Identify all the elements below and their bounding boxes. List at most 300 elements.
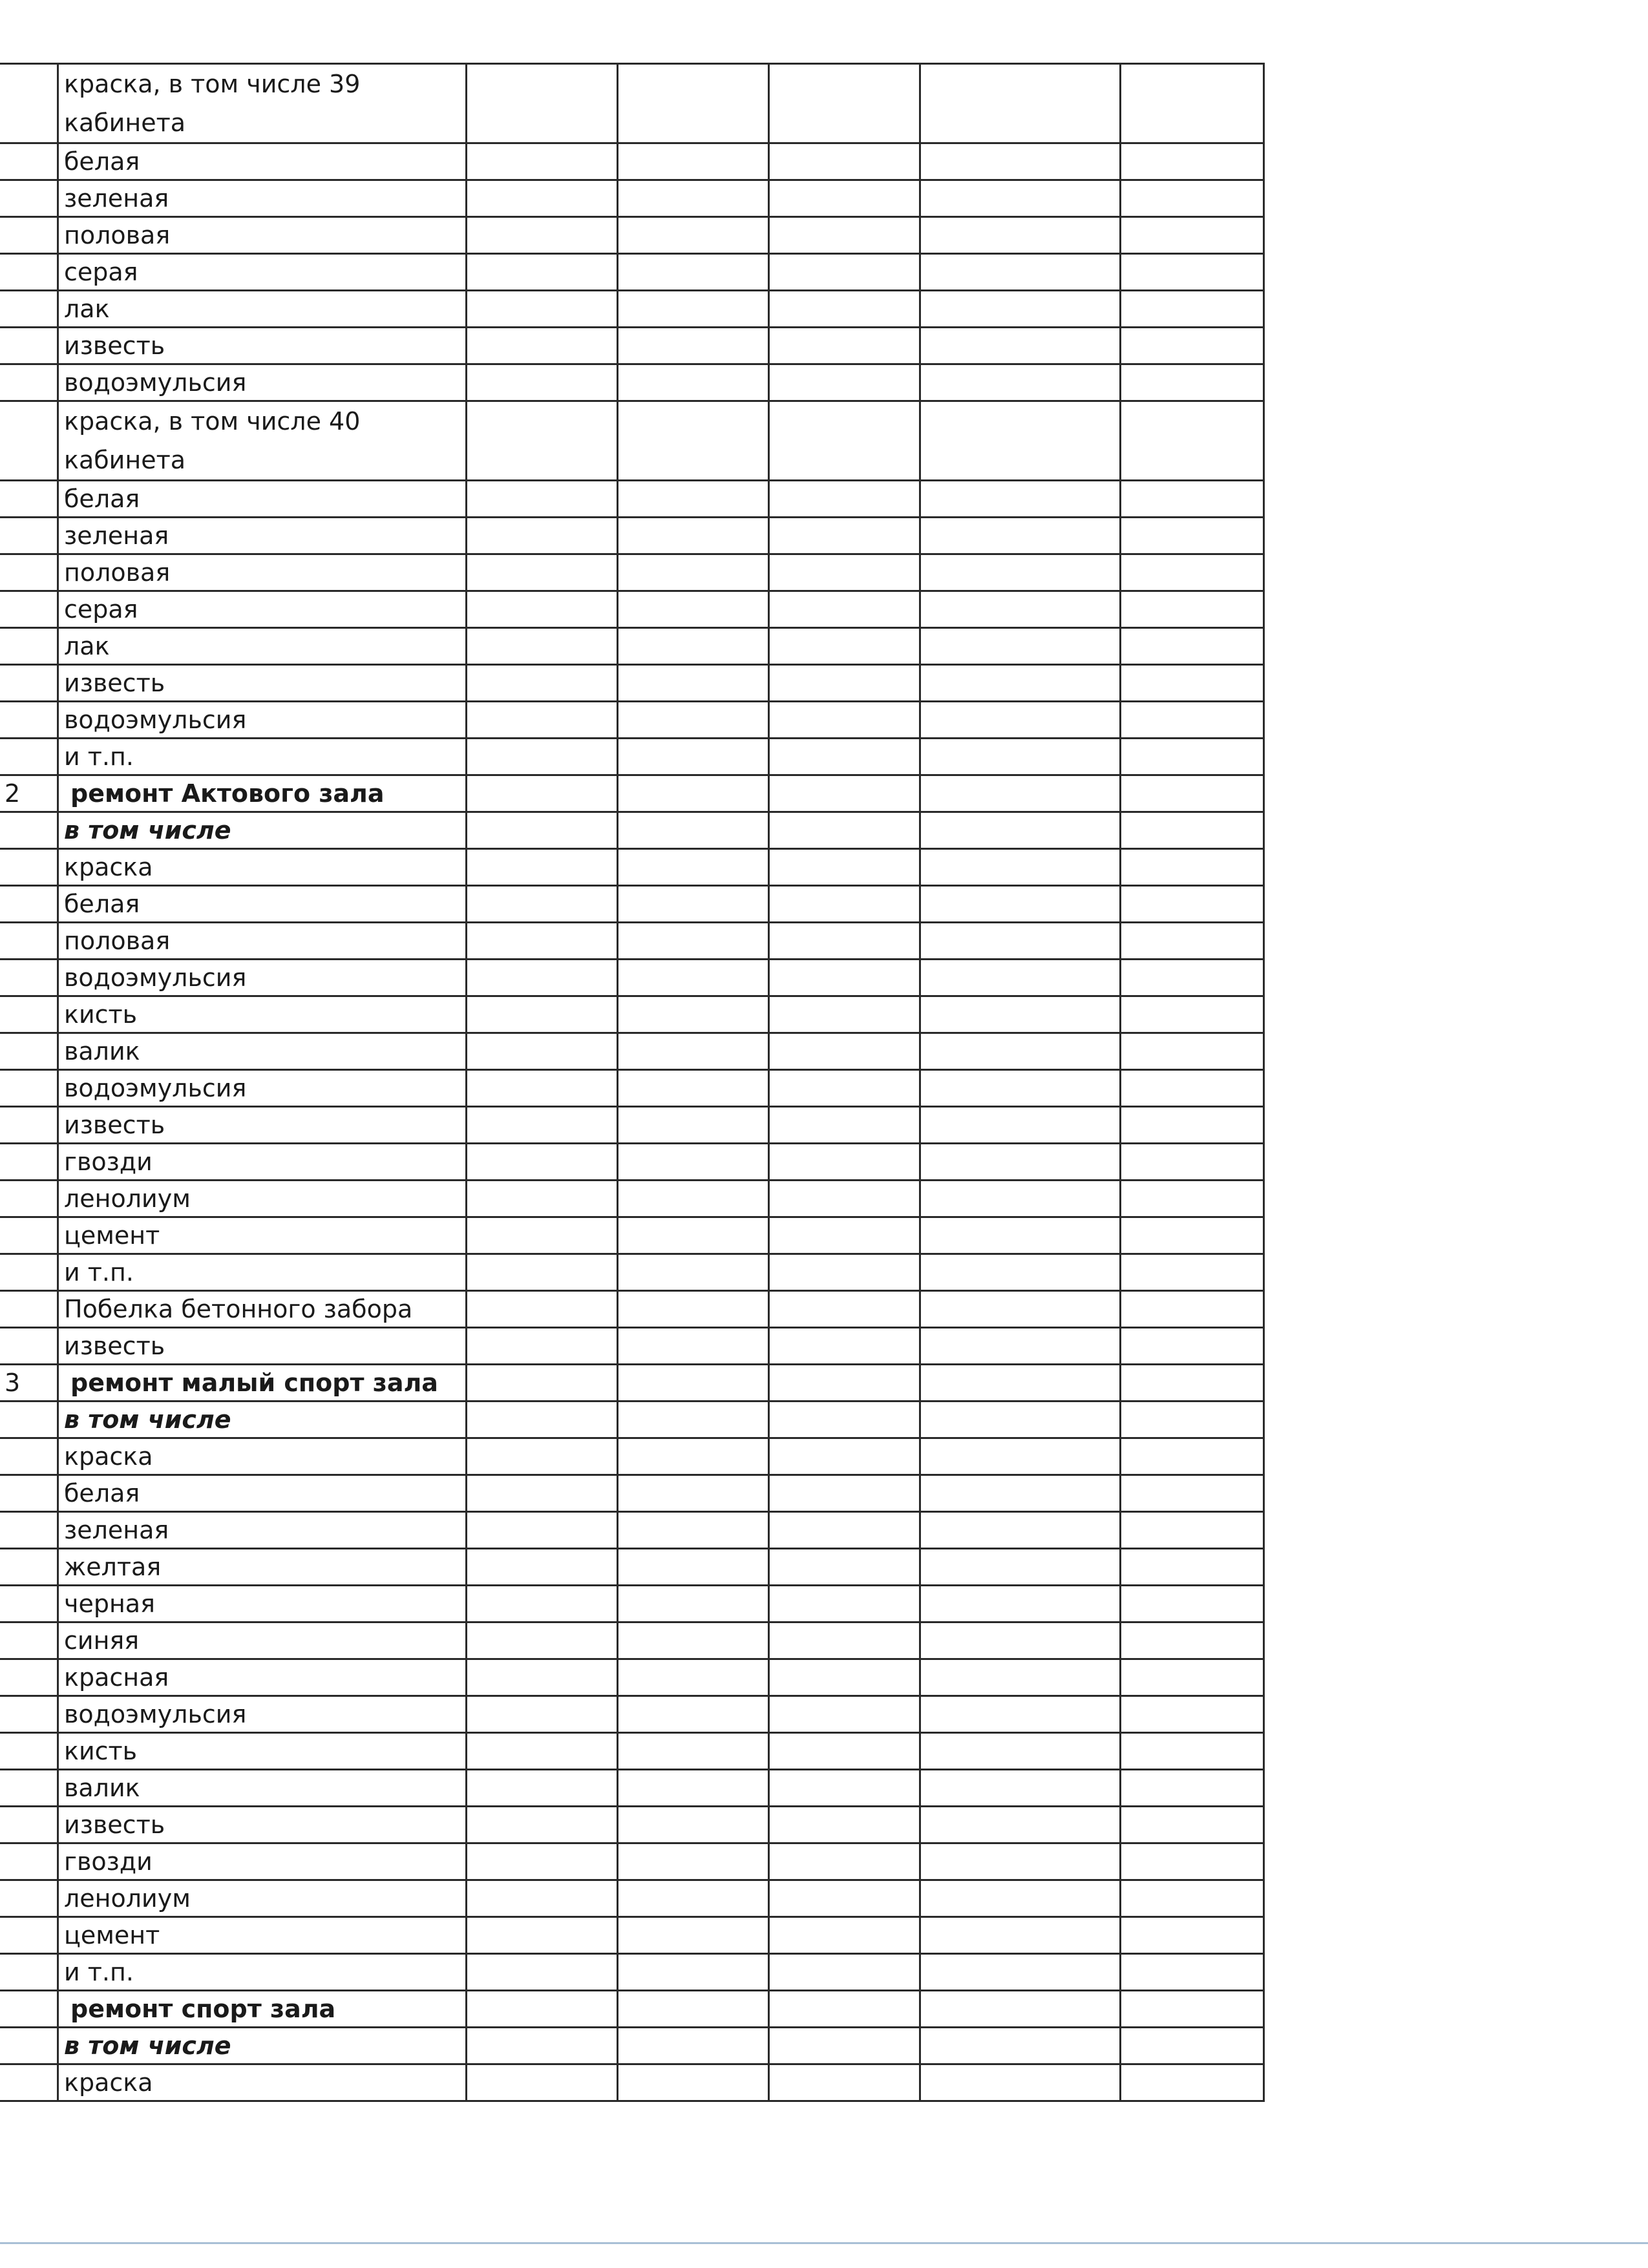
table-row (0, 1365, 1264, 1402)
empty-value-cell (769, 1217, 920, 1254)
empty-value-cell (467, 812, 618, 849)
empty-value-cell (1121, 1365, 1264, 1402)
empty-value-cell (618, 665, 769, 702)
empty-value-cell (467, 1181, 618, 1217)
empty-value-cell (920, 1659, 1121, 1696)
empty-value-cell (920, 1365, 1121, 1402)
empty-value-cell (1121, 628, 1264, 665)
empty-value-cell (920, 1328, 1121, 1365)
item-label: водоэмульсия (64, 1074, 247, 1102)
empty-value-cell (769, 591, 920, 628)
empty-value-cell (618, 628, 769, 665)
empty-value-cell (1121, 739, 1264, 775)
empty-value-cell (920, 739, 1121, 775)
empty-value-cell (769, 401, 920, 481)
empty-value-cell (618, 291, 769, 328)
empty-value-cell (769, 1586, 920, 1622)
empty-value-cell (1121, 1549, 1264, 1586)
table-row (0, 1217, 1264, 1254)
item-label: лак (64, 295, 110, 323)
empty-value-cell (769, 291, 920, 328)
empty-value-cell (769, 1107, 920, 1144)
table-row (0, 180, 1264, 217)
empty-value-cell (618, 1402, 769, 1438)
empty-value-cell (467, 1770, 618, 1807)
item-name-cell (58, 291, 467, 328)
row-number-cell (0, 180, 58, 217)
empty-value-cell (1121, 591, 1264, 628)
empty-value-cell (1121, 1070, 1264, 1107)
empty-value-cell (1121, 180, 1264, 217)
empty-value-cell (1121, 996, 1264, 1033)
row-number-cell (0, 1843, 58, 1880)
item-label: цемент (64, 1921, 160, 1949)
empty-value-cell (618, 849, 769, 886)
empty-value-cell (920, 812, 1121, 849)
section-label: в том числе (64, 1405, 231, 1434)
empty-value-cell (467, 739, 618, 775)
table-row (0, 1438, 1264, 1475)
empty-value-cell (920, 591, 1121, 628)
item-label: краска (64, 2068, 153, 2097)
table-row (0, 1070, 1264, 1107)
item-name-cell (58, 1254, 467, 1291)
table-row (0, 2064, 1264, 2101)
table-row (0, 923, 1264, 960)
item-label: известь (64, 1111, 165, 1139)
empty-value-cell (467, 401, 618, 481)
empty-value-cell (1121, 923, 1264, 960)
item-name-cell (58, 143, 467, 180)
item-name-cell (58, 1733, 467, 1770)
empty-value-cell (920, 665, 1121, 702)
empty-value-cell (618, 2028, 769, 2064)
empty-value-cell (769, 143, 920, 180)
empty-value-cell (769, 1770, 920, 1807)
empty-value-cell (769, 923, 920, 960)
empty-value-cell (769, 1033, 920, 1070)
item-name-cell (58, 1033, 467, 1070)
item-label: серая (64, 258, 138, 286)
item-name-cell (58, 923, 467, 960)
item-name-cell (58, 1512, 467, 1549)
item-label: красная (64, 1663, 169, 1692)
empty-value-cell (618, 1144, 769, 1181)
empty-value-cell (1121, 1586, 1264, 1622)
item-label: ленолиум (64, 1884, 191, 1913)
table-row (0, 1659, 1264, 1696)
empty-value-cell (1121, 1622, 1264, 1659)
table-row (0, 143, 1264, 180)
item-label: и т.п. (64, 742, 134, 771)
empty-value-cell (769, 960, 920, 996)
empty-value-cell (467, 1291, 618, 1328)
empty-value-cell (1121, 291, 1264, 328)
table-row (0, 554, 1264, 591)
row-number-cell (0, 591, 58, 628)
table-row (0, 1954, 1264, 1991)
empty-value-cell (920, 1144, 1121, 1181)
empty-value-cell (618, 1291, 769, 1328)
item-label: краска, в том числе 40 кабинета (64, 407, 361, 474)
row-number-cell (0, 1107, 58, 1144)
item-name-cell (58, 1659, 467, 1696)
item-name-cell (58, 1475, 467, 1512)
empty-value-cell (920, 996, 1121, 1033)
empty-value-cell (769, 886, 920, 923)
empty-value-cell (920, 1033, 1121, 1070)
empty-value-cell (920, 291, 1121, 328)
item-label: белая (64, 485, 140, 513)
item-label: гвозди (64, 1148, 153, 1176)
empty-value-cell (769, 1291, 920, 1328)
row-number-cell (0, 518, 58, 554)
empty-value-cell (618, 180, 769, 217)
table-row (0, 1622, 1264, 1659)
empty-value-cell (467, 923, 618, 960)
empty-value-cell (618, 1807, 769, 1843)
empty-value-cell (920, 849, 1121, 886)
empty-value-cell (467, 328, 618, 364)
empty-value-cell (618, 923, 769, 960)
empty-value-cell (1121, 1107, 1264, 1144)
empty-value-cell (769, 1402, 920, 1438)
item-label: валик (64, 1774, 140, 1802)
item-label: водоэмульсия (64, 963, 247, 992)
empty-value-cell (920, 1880, 1121, 1917)
item-name-cell (58, 1438, 467, 1475)
empty-value-cell (467, 886, 618, 923)
empty-value-cell (1121, 1402, 1264, 1438)
empty-value-cell (467, 180, 618, 217)
row-number-cell (0, 1328, 58, 1365)
empty-value-cell (769, 1328, 920, 1365)
empty-value-cell (769, 1991, 920, 2028)
empty-value-cell (1121, 1954, 1264, 1991)
empty-value-cell (618, 960, 769, 996)
table-row (0, 591, 1264, 628)
empty-value-cell (467, 217, 618, 254)
empty-value-cell (1121, 254, 1264, 291)
empty-value-cell (769, 849, 920, 886)
table-row (0, 1733, 1264, 1770)
empty-value-cell (1121, 554, 1264, 591)
row-number-cell (0, 254, 58, 291)
item-name-cell (58, 886, 467, 923)
item-name-cell (58, 1181, 467, 1217)
item-name-cell (58, 481, 467, 518)
empty-value-cell (920, 64, 1121, 143)
empty-value-cell (1121, 1991, 1264, 2028)
table-body (0, 64, 1264, 2101)
empty-value-cell (467, 1254, 618, 1291)
table-row (0, 1807, 1264, 1843)
item-name-cell (58, 554, 467, 591)
empty-value-cell (467, 1549, 618, 1586)
row-number-cell (0, 401, 58, 481)
row-number-cell (0, 1622, 58, 1659)
row-number-cell (0, 1586, 58, 1622)
table-row (0, 1549, 1264, 1586)
empty-value-cell (467, 1402, 618, 1438)
empty-value-cell (618, 1549, 769, 1586)
empty-value-cell (920, 254, 1121, 291)
item-label: синяя (64, 1626, 140, 1655)
empty-value-cell (618, 1107, 769, 1144)
row-number-cell (0, 1549, 58, 1586)
row-number-cell (0, 923, 58, 960)
empty-value-cell (1121, 1512, 1264, 1549)
empty-value-cell (467, 1733, 618, 1770)
table-row (0, 739, 1264, 775)
empty-value-cell (769, 1843, 920, 1880)
empty-value-cell (920, 628, 1121, 665)
empty-value-cell (769, 1622, 920, 1659)
empty-value-cell (618, 591, 769, 628)
empty-value-cell (618, 1659, 769, 1696)
item-label: серая (64, 595, 138, 624)
item-name-cell (58, 2064, 467, 2101)
empty-value-cell (920, 1217, 1121, 1254)
empty-value-cell (920, 1696, 1121, 1733)
empty-value-cell (1121, 1843, 1264, 1880)
empty-value-cell (769, 2064, 920, 2101)
row-number-cell (0, 1807, 58, 1843)
empty-value-cell (1121, 217, 1264, 254)
empty-value-cell (769, 1549, 920, 1586)
empty-value-cell (467, 1696, 618, 1733)
empty-value-cell (618, 1770, 769, 1807)
empty-value-cell (1121, 1770, 1264, 1807)
item-name-cell (58, 1622, 467, 1659)
table-row (0, 1991, 1264, 2028)
empty-value-cell (618, 1622, 769, 1659)
empty-value-cell (467, 1033, 618, 1070)
empty-value-cell (769, 1954, 920, 1991)
empty-value-cell (618, 1181, 769, 1217)
table-row (0, 1770, 1264, 1807)
empty-value-cell (769, 518, 920, 554)
empty-value-cell (618, 1254, 769, 1291)
item-name-cell (58, 996, 467, 1033)
empty-value-cell (1121, 1696, 1264, 1733)
row-number-cell (0, 1181, 58, 1217)
item-name-cell (58, 180, 467, 217)
empty-value-cell (618, 217, 769, 254)
table-row (0, 812, 1264, 849)
empty-value-cell (467, 1917, 618, 1954)
item-name-cell (58, 518, 467, 554)
item-name-cell (58, 1991, 467, 2028)
empty-value-cell (1121, 518, 1264, 554)
empty-value-cell (618, 812, 769, 849)
empty-value-cell (467, 1328, 618, 1365)
empty-value-cell (618, 1475, 769, 1512)
item-name-cell (58, 1954, 467, 1991)
empty-value-cell (618, 1438, 769, 1475)
item-label: половая (64, 927, 171, 955)
item-name-cell (58, 702, 467, 739)
empty-value-cell (467, 291, 618, 328)
empty-value-cell (1121, 1880, 1264, 1917)
empty-value-cell (1121, 1475, 1264, 1512)
row-number-cell (0, 554, 58, 591)
item-label: известь (64, 669, 165, 697)
item-label: краска (64, 853, 153, 881)
empty-value-cell (920, 702, 1121, 739)
empty-value-cell (1121, 1733, 1264, 1770)
empty-value-cell (1121, 1807, 1264, 1843)
empty-value-cell (618, 996, 769, 1033)
empty-value-cell (769, 665, 920, 702)
row-number-cell (0, 1475, 58, 1512)
item-name-cell (58, 1107, 467, 1144)
item-label: зеленая (64, 521, 169, 550)
empty-value-cell (618, 1696, 769, 1733)
empty-value-cell (467, 849, 618, 886)
empty-value-cell (1121, 1291, 1264, 1328)
table-row (0, 628, 1264, 665)
empty-value-cell (769, 1070, 920, 1107)
empty-value-cell (618, 1917, 769, 1954)
item-label: краска (64, 1442, 153, 1471)
empty-value-cell (769, 1144, 920, 1181)
empty-value-cell (1121, 1144, 1264, 1181)
row-number-cell (0, 702, 58, 739)
empty-value-cell (618, 1954, 769, 1991)
empty-value-cell (769, 1917, 920, 1954)
empty-value-cell (467, 554, 618, 591)
section-label: в том числе (64, 2032, 231, 2060)
item-name-cell (58, 1917, 467, 1954)
row-number-cell (0, 1659, 58, 1696)
item-label: водоэмульсия (64, 1700, 247, 1728)
empty-value-cell (618, 1586, 769, 1622)
table-row (0, 1291, 1264, 1328)
item-name-cell (58, 1217, 467, 1254)
empty-value-cell (467, 1438, 618, 1475)
empty-value-cell (769, 628, 920, 665)
row-number-cell (0, 1770, 58, 1807)
empty-value-cell (467, 1586, 618, 1622)
empty-value-cell (1121, 1254, 1264, 1291)
empty-value-cell (769, 1512, 920, 1549)
empty-value-cell (920, 1807, 1121, 1843)
item-name-cell (58, 254, 467, 291)
empty-value-cell (618, 702, 769, 739)
row-number-cell (0, 960, 58, 996)
table-row (0, 1917, 1264, 1954)
empty-value-cell (920, 1991, 1121, 2028)
empty-value-cell (769, 775, 920, 812)
item-label: и т.п. (64, 1958, 134, 1986)
empty-value-cell (1121, 1181, 1264, 1217)
empty-value-cell (467, 1659, 618, 1696)
empty-value-cell (467, 996, 618, 1033)
empty-value-cell (618, 739, 769, 775)
row-number-cell (0, 886, 58, 923)
empty-value-cell (467, 702, 618, 739)
empty-value-cell (769, 180, 920, 217)
section-label: ремонт Актового зала (70, 779, 385, 808)
empty-value-cell (920, 1070, 1121, 1107)
empty-value-cell (920, 217, 1121, 254)
item-name-cell (58, 328, 467, 364)
item-name-cell (58, 591, 467, 628)
item-label: валик (64, 1037, 140, 1066)
row-number-cell (0, 812, 58, 849)
empty-value-cell (920, 1622, 1121, 1659)
item-name-cell (58, 1770, 467, 1807)
empty-value-cell (920, 1107, 1121, 1144)
empty-value-cell (618, 1880, 769, 1917)
empty-value-cell (920, 1438, 1121, 1475)
empty-value-cell (920, 1917, 1121, 1954)
table-row (0, 401, 1264, 481)
item-label: белая (64, 147, 140, 176)
empty-value-cell (769, 1365, 920, 1402)
empty-value-cell (618, 143, 769, 180)
item-name-cell (58, 960, 467, 996)
empty-value-cell (920, 518, 1121, 554)
table-row (0, 518, 1264, 554)
row-number-cell: 2 (0, 775, 58, 812)
empty-value-cell (920, 1475, 1121, 1512)
item-label: белая (64, 1479, 140, 1507)
empty-value-cell (920, 328, 1121, 364)
item-name-cell (58, 64, 467, 143)
row-number-cell (0, 64, 58, 143)
item-name-cell (58, 401, 467, 481)
empty-value-cell (1121, 328, 1264, 364)
table-row (0, 849, 1264, 886)
empty-value-cell (467, 1991, 618, 2028)
item-label: черная (64, 1590, 155, 1618)
item-label: кисть (64, 1000, 138, 1029)
table-row (0, 64, 1264, 143)
empty-value-cell (1121, 849, 1264, 886)
empty-value-cell (1121, 886, 1264, 923)
empty-value-cell (618, 401, 769, 481)
empty-value-cell (467, 1622, 618, 1659)
empty-value-cell (1121, 702, 1264, 739)
empty-value-cell (769, 739, 920, 775)
item-label: кисть (64, 1737, 138, 1765)
empty-value-cell (920, 481, 1121, 518)
row-number-cell (0, 1954, 58, 1991)
empty-value-cell (1121, 2064, 1264, 2101)
empty-value-cell (1121, 1328, 1264, 1365)
item-name-cell (58, 364, 467, 401)
item-name-cell (58, 1586, 467, 1622)
table-row (0, 886, 1264, 923)
table-row (0, 1696, 1264, 1733)
table-row (0, 254, 1264, 291)
empty-value-cell (467, 1880, 618, 1917)
item-name-cell (58, 1880, 467, 1917)
empty-value-cell (1121, 1033, 1264, 1070)
empty-value-cell (920, 1254, 1121, 1291)
empty-value-cell (467, 1807, 618, 1843)
empty-value-cell (467, 518, 618, 554)
row-number-cell (0, 1033, 58, 1070)
empty-value-cell (769, 1475, 920, 1512)
row-number-cell (0, 1991, 58, 2028)
item-name-cell (58, 1070, 467, 1107)
item-name-cell (58, 217, 467, 254)
row-number-cell (0, 628, 58, 665)
row-number-cell (0, 1217, 58, 1254)
